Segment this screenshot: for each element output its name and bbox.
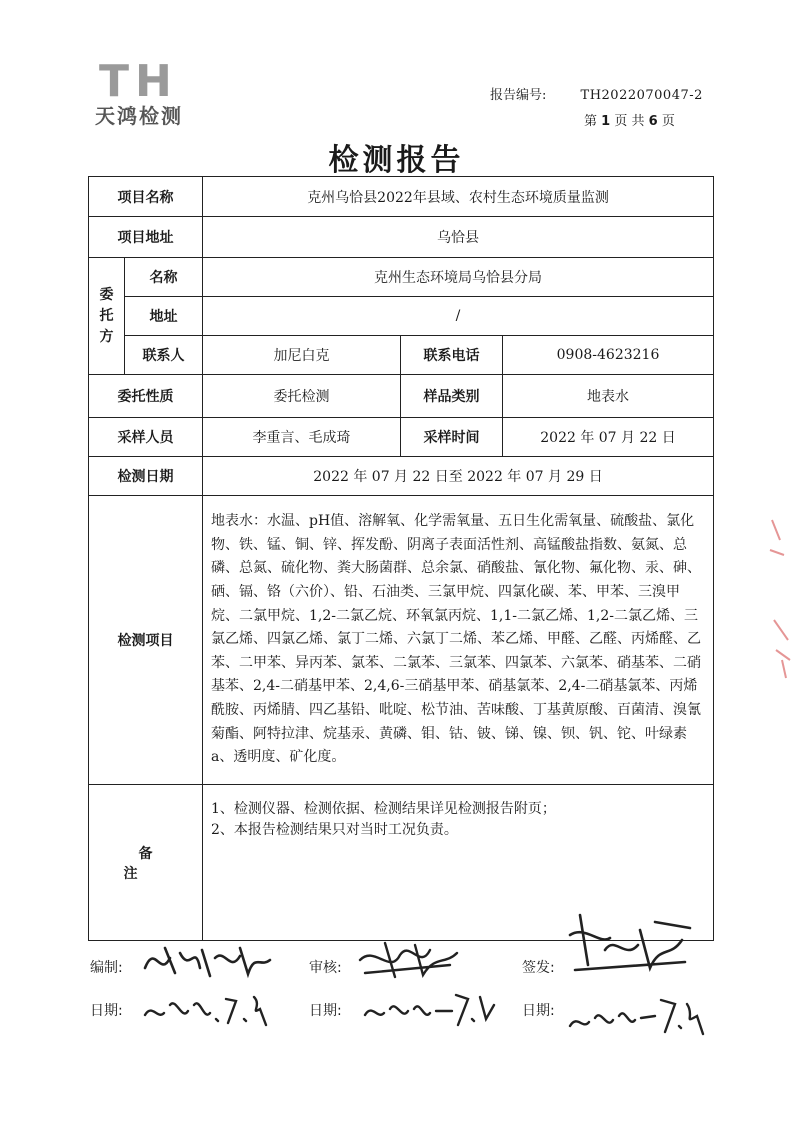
row-test-date [89, 457, 714, 496]
reviewed-by-label: 审核: [309, 960, 342, 976]
project-address-label: 项目地址 [89, 217, 203, 258]
sampling-time-value: 2022 年 07 月 22 日 [503, 418, 714, 457]
contact-value: 加尼白克 [203, 336, 401, 375]
sampler-label: 采样人员 [89, 418, 203, 457]
test-date-value: 2022 年 07 月 22 日至 2022 年 07 月 29 日 [203, 457, 714, 496]
page-current: 1 [601, 114, 611, 129]
phone-value: 0908-4623216 [503, 336, 714, 375]
logo-letters: TH [99, 56, 178, 107]
contact-label: 联系人 [125, 336, 203, 375]
sampler-value: 李重言、毛成琦 [203, 418, 401, 457]
page-prefix: 第 [584, 114, 598, 129]
page-indicator [584, 110, 675, 129]
approved-by-label: 签发: [522, 960, 555, 976]
prepared-by-label: 编制: [90, 960, 123, 976]
phone-label: 联系电话 [401, 336, 503, 375]
row-nature [89, 375, 714, 418]
prepared-date-label: 日期: [90, 1003, 123, 1019]
row-contact [89, 336, 714, 375]
nature-value: 委托检测 [203, 375, 401, 418]
notes-label [89, 785, 203, 941]
client-address-value: / [203, 297, 714, 336]
approved-signature [560, 910, 700, 980]
report-table [88, 176, 714, 941]
reviewed-signature [355, 935, 465, 985]
row-sampler [89, 418, 714, 457]
test-date-label: 检测日期 [89, 457, 203, 496]
approved-date-label: 日期: [522, 1003, 555, 1019]
client-label: 委 托 方 [89, 258, 125, 375]
row-client-address [89, 297, 714, 336]
test-items-label: 检测项目 [89, 496, 203, 785]
report-number [490, 84, 703, 103]
row-client-name [89, 258, 714, 297]
logo-name: 天鸿检测 [95, 104, 183, 128]
project-name-value: 克州乌恰县2022年县域、农村生态环境质量监测 [203, 177, 714, 217]
report-number-value: TH2022070047-2 [580, 88, 703, 103]
note-1: 1、检测仪器、检测依据、检测结果详见检测报告附页； [211, 801, 556, 817]
row-project-name [89, 177, 714, 217]
row-project-address [89, 217, 714, 258]
page-suffix: 页 [661, 114, 675, 129]
stamp-edge-mark [762, 510, 793, 680]
sample-type-value: 地表水 [503, 375, 714, 418]
reviewed-date-handwritten [360, 985, 500, 1030]
sampling-time-label: 采样时间 [401, 418, 503, 457]
note-2: 2、本报告检测结果只对当时工况负责。 [211, 822, 458, 838]
page-total: 6 [648, 114, 658, 129]
nature-label: 委托性质 [89, 375, 203, 418]
client-name-label: 名称 [125, 258, 203, 297]
row-test-items [89, 496, 714, 785]
project-address-value: 乌恰县 [203, 217, 714, 258]
approved-date-handwritten [565, 992, 715, 1037]
test-items-value: 地表水：水温、pH值、溶解氧、化学需氧量、五日生化需氧量、硫酸盐、氯化物、铁、锰、铜、锌、挥发酚、阴离子表面活性剂、高锰酸盐指数、氨氮、总磷、总氮、硫化物、粪大肠菌群、总余氯、硝酸盐、氰化物、氟化物、汞、砷、硒、镉、铬（六价）、铅、石油类、三氯甲烷、四氯化碳、苯、甲苯、三溴甲烷、二氯甲烷、1,2-二氯乙烷、环氧氯丙烷、1,1-二氯乙烯、1,2-二氯乙烯、三氯乙烯、四氯乙烯、氯丁二烯、六氯丁二烯、苯乙烯、甲醛、乙醛、丙烯醛、乙苯、二甲苯、异丙苯、氯苯、二氯苯、三氯苯、四氯苯、六氯苯、硝基苯、二硝基苯、2,4-二硝基甲苯、2,4,6-三硝基甲苯、硝基氯苯、2,4-二硝基氯苯、丙烯酰胺、丙烯腈、四乙基铅、吡啶、松节油、苦味酸、丁基黄原酸、百菌清、溴氰菊酯、阿特拉津、烷基汞、黄磷、钼、钴、铍、锑、镍、钡、钒、铊、叶绿素a、透明度、矿化度。 [203, 496, 714, 785]
project-name-label: 项目名称 [89, 177, 203, 217]
client-address-label: 地址 [125, 297, 203, 336]
sample-type-label: 样品类别 [401, 375, 503, 418]
company-logo [95, 56, 225, 130]
prepared-signature [140, 938, 280, 983]
reviewed-date-label: 日期: [309, 1003, 342, 1019]
report-number-label: 报告编号: [490, 88, 547, 103]
client-name-value: 克州生态环境局乌恰县分局 [203, 258, 714, 297]
notes-label-text: 备注 [123, 845, 183, 882]
prepared-date-handwritten [140, 985, 280, 1030]
page-mid: 页 共 [614, 114, 645, 129]
page-title: 检测报告 [328, 143, 465, 178]
